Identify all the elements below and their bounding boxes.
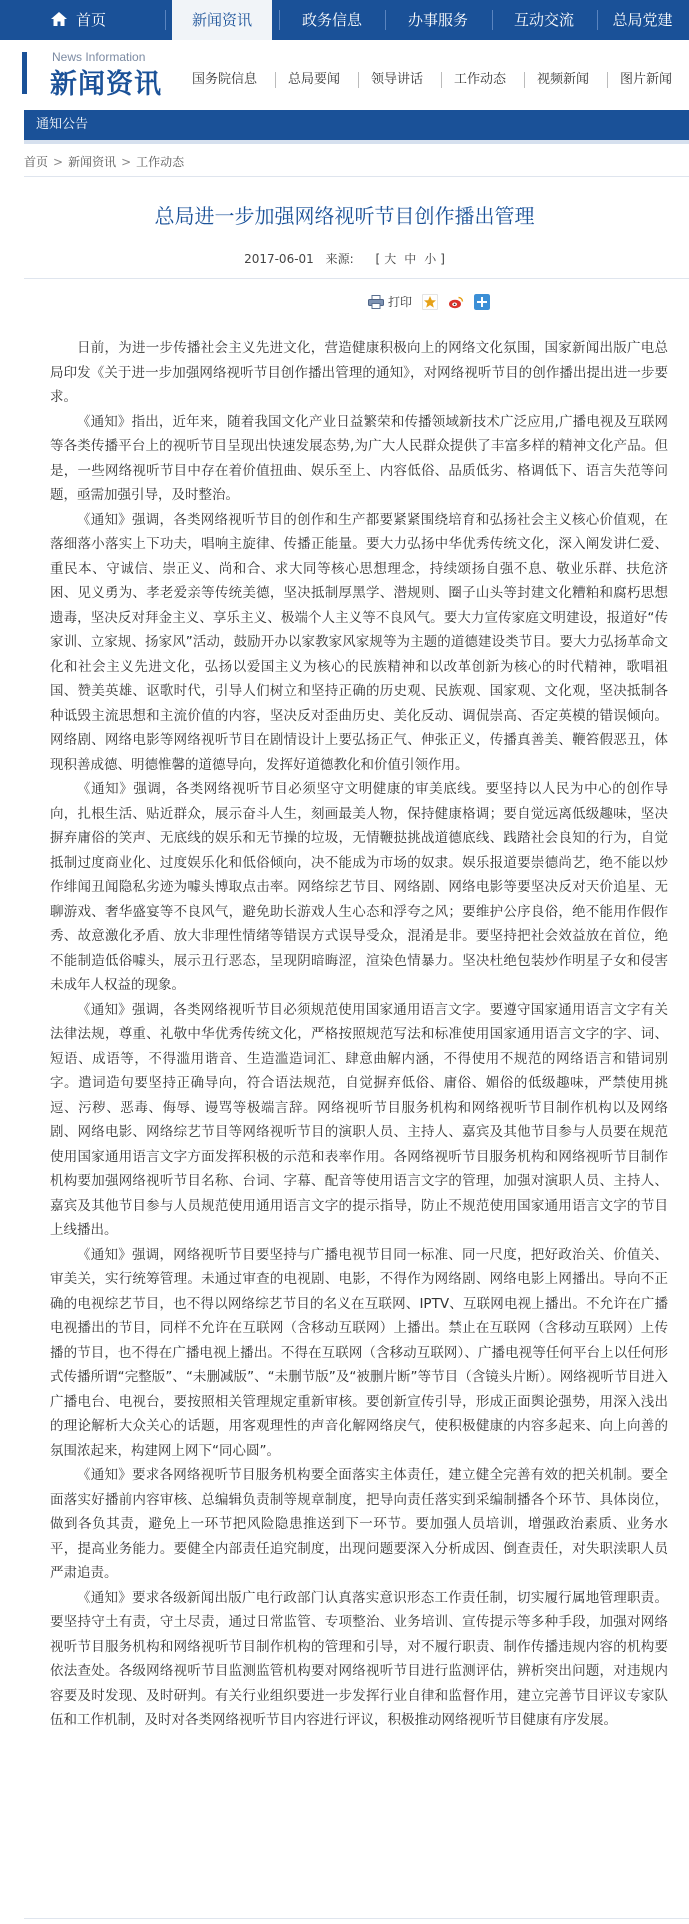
subnav-work-news[interactable]: 工作动态 xyxy=(454,72,507,87)
divider xyxy=(24,1918,689,1919)
top-nav-bar xyxy=(0,0,689,40)
subnav-divider xyxy=(358,72,359,88)
print-label: 打印 xyxy=(388,294,413,309)
article-paragraph: 《通知》要求各网络视听节目服务机构要全面落实主体责任，建立健全完善有效的把关机制。要全面落实好播前内容审核、总编辑负责制等规章制度，把导向责任落实到采编制播各个环节、具体岗位，做到各负其责，避免上一环节把风险隐患推送到下一环节。要加强人员培训，增强政治素质、业务水平，提高业务能力。要健全内部责任追究制度，出现问题要深入分析成因、倒查责任，对失职渎职人员严肃追责。 xyxy=(50,1467,668,1581)
font-size-switcher xyxy=(376,252,445,266)
article-paragraph: 《通知》强调，各类网络视听节目必须规范使用国家通用语言文字。要遵守国家通用语言文字有关法律法规，尊重、礼敬中华优秀传统文化，严格按照规范写法和标准使用国家通用语言文字的字、词、短语、成语等，不得滥用谐音、生造滥造词汇、肆意曲解内涵，不得使用不规范的网络语言和错词别字。遣词造句要坚持正确导向，符合语法规范，自觉摒弃低俗、庸俗、媚俗的低级趣味，严禁使用挑逗、污秽、恶毒、侮辱、谩骂等极端言辞。网络视听节目服务机构和网络视听节目制作机构以及网络剧、网络电影、网络综艺节目等网络视听节目的演职人员、主持人、嘉宾及其他节目参与人员要在规范使用国家通用语言文字方面发挥积极的示范和表率作用。各网络视听节目服务机构和网络视听节目制作机构要加强网络视听节目名称、台词、字幕、配音等使用语言文字的管理，加强对演职人员、主持人、嘉宾及其他节目参与人员规范使用通用语言文字的提示指导，防止不规范使用国家通用语言文字的节目上线播出。 xyxy=(50,1001,668,1238)
share-qzone-icon[interactable] xyxy=(422,294,438,310)
article-title: 总局进一步加强网络视听节目创作播出管理 xyxy=(154,204,535,228)
article-tools xyxy=(368,290,490,312)
subnav-video-news[interactable]: 视频新闻 xyxy=(537,72,590,87)
nav-services[interactable]: 办事服务 xyxy=(407,11,468,29)
subnav-divider xyxy=(441,72,442,88)
print-button[interactable] xyxy=(368,291,412,313)
article-paragraph: 《通知》要求各级新闻出版广电行政部门认真落实意识形态工作责任制，切实履行属地管理职责。要坚持守土有责，守土尽责，通过日常监管、专项整治、业务培训、宣传提示等多种手段，加强对网络视听节目服务机构和网络视听节目制作机构的管理和引导，对不履行职责、制作传播违规内容的机构要依法查处。各级网络视听节目监测监管机构要对网络视听节目进行监测评估，辨析突出问题，对违规内容要及时发现、及时研判。有关行业组织要进一步发挥行业自律和监督作用，建立完善节目评议专家队伍和工作机制，及时对各类网络视听节目内容进行评议，积极推动网络视听节目健康有序发展。 xyxy=(50,1589,668,1728)
font-size-large[interactable]: 大 xyxy=(384,252,397,266)
article-date: 2017-06-01 xyxy=(244,252,314,266)
nav-home[interactable] xyxy=(28,0,128,40)
divider xyxy=(24,176,689,177)
nav-divider xyxy=(385,10,386,30)
printer-icon xyxy=(368,295,384,309)
subnav-divider xyxy=(275,72,276,88)
nav-party-building[interactable]: 总局党建 xyxy=(612,11,673,29)
logo-english: News Information xyxy=(52,50,146,64)
font-size-bracket-open: [ xyxy=(375,252,381,266)
article-paragraph: 日前，为进一步传播社会主义先进文化，营造健康积极向上的网络文化氛围，国家新闻出版广电总局印发《关于进一步加强网络视听节目创作播出管理的通知》，对网络视听节目的创作播出提出进一步要求。 xyxy=(50,340,668,405)
share-more-icon[interactable] xyxy=(474,294,490,310)
nav-home-label: 首页 xyxy=(75,11,106,29)
subnav-divider xyxy=(607,72,608,88)
breadcrumb-work-news[interactable]: 工作动态 xyxy=(136,155,185,169)
nav-divider xyxy=(492,10,493,30)
subnav-divider xyxy=(524,72,525,88)
font-size-small[interactable]: 小 xyxy=(424,252,437,266)
article-paragraph: 《通知》强调，各类网络视听节目必须坚守文明健康的审美底线。要坚持以人民为中心的创作导向，扎根生活、贴近群众，展示奋斗人生，刻画最美人物，保持健康格调；要自觉远离低级趣味，坚决摒弃庸俗的笑声、无底线的娱乐和无节操的垃圾，无情鞭挞挑战道德底线、践踏社会良知的行为，自觉抵制过度商业化、过度娱乐化和低俗倾向，决不能成为市场的奴隶。娱乐报道要崇德尚艺，绝不能以炒作绯闻丑闻隐私劣迹为噱头博取点击率。网络综艺节目、网络剧、网络电影等要坚决反对天价追星、无聊游戏、奢华盛宴等不良风气，避免助长游戏人生心态和浮夸之风；要维护公序良俗，绝不能用作假作秀、故意激化矛盾、放大非理性情绪等错误方式误导受众，混淆是非。要坚持把社会效益放在首位，绝不能制造低俗噱头，展示丑行恶态，呈现阴暗晦涩，渲染色情暴力。坚决杜绝包装炒作明星子女和侵害未成年人权益的现象。 xyxy=(50,781,668,993)
article-body xyxy=(50,336,668,1733)
article-paragraph: 《通知》指出，近年来，随着我国文化产业日益繁荣和传播领域新技术广泛应用,广播电视及互联网等各类传播平台上的视听节目呈现出快速发展态势,为广大人民群众提供了丰富多样的精神文化产品。但是，一些网络视听节目中存在着价值扭曲、娱乐至上、内容低俗、品质低劣、格调低下、语言失范等问题，亟需加强引导，及时整治。 xyxy=(50,413,668,503)
logo-title: 新闻资讯 xyxy=(50,69,162,100)
nav-news[interactable]: 新闻资讯 xyxy=(172,0,272,40)
subnav-state-council[interactable]: 国务院信息 xyxy=(192,72,258,87)
breadcrumb-news[interactable]: 新闻资讯 xyxy=(68,155,117,169)
font-size-bracket-close: ] xyxy=(440,252,445,266)
notice-bar xyxy=(24,110,689,140)
breadcrumb-separator: > xyxy=(121,155,132,169)
breadcrumb-home[interactable]: 首页 xyxy=(24,155,49,169)
divider xyxy=(24,278,689,279)
nav-divider xyxy=(165,10,166,30)
home-icon xyxy=(50,11,68,27)
breadcrumb xyxy=(24,150,184,174)
breadcrumb-separator: > xyxy=(53,155,64,169)
notice-bar-edge xyxy=(24,140,689,144)
notice-bar-label[interactable]: 通知公告 xyxy=(36,117,89,132)
nav-government-info[interactable]: 政务信息 xyxy=(301,11,362,29)
logo-accent-bar xyxy=(22,52,27,94)
nav-interaction[interactable]: 互动交流 xyxy=(513,11,574,29)
subnav-headlines[interactable]: 总局要闻 xyxy=(288,72,341,87)
article-paragraph: 《通知》强调，各类网络视听节目的创作和生产都要紧紧围绕培育和弘扬社会主义核心价值观，在落细落小落实上下功夫，唱响主旋律、传播正能量。要大力弘扬中华优秀传统文化，深入阐发讲仁爱、重民本、守诚信、崇正义、尚和合、求大同等核心思想理念，持续颂扬自强不息、敬业乐群、扶危济困、见义勇为、孝老爱亲等传统美德，坚决抵制厚黑学、潜规则、圈子山头等封建文化糟粕和腐朽思想遗毒，坚决反对拜金主义、享乐主义、极端个人主义等不良风气。要大力宣传家庭文明建设，报道好“传家训、立家规、扬家风”活动，鼓励开办以家教家风家规等为主题的道德建设类节目。要大力弘扬革命文化和社会主义先进文化，弘扬以爱国主义为核心的民族精神和以改革创新为核心的时代精神，歌唱祖国、赞美英雄、讴歌时代，引导人们树立和坚持正确的历史观、民族观、国家观、文化观，坚决抵制各种诋毁主流思想和主流价值的内容，坚决反对歪曲历史、美化反动、调侃崇高、否定英模的错误倾向。网络剧、网络电影等网络视听节目在剧情设计上要弘扬正气、伸张正义，传播真善美、鞭笞假恶丑，体现积善成德、明德惟馨的道德导向，发挥好道德教化和价值引领作用。 xyxy=(50,511,668,773)
article-source-label: 来源: xyxy=(325,252,354,266)
article-meta xyxy=(0,250,689,267)
font-size-medium[interactable]: 中 xyxy=(404,252,417,266)
share-weibo-icon[interactable] xyxy=(448,294,464,310)
nav-divider xyxy=(279,10,280,30)
article-paragraph: 《通知》强调，网络视听节目要坚持与广播电视节目同一标准、同一尺度，把好政治关、价值关、审美关，实行统筹管理。未通过审查的电视剧、电影，不得作为网络剧、网络电影上网播出。导向不正确的电视综艺节目，也不得以网络综艺节目的名义在互联网、IPTV、互联网电视上播出。不允许在广播电视播出的节目，同样不允许在互联网（含移动互联网）上播出。禁止在互联网（含移动互联网）上传播的节目，也不得在广播电视上播出。不得在互联网（含移动互联网）、广播电视等任何平台上以任何形式传播所谓“完整版”、“未删减版”、“未删节版”及“被删片断”等节目（含镜头片断）。网络视听节目进入广播电台、电视台，要按照相关管理规定重新审核。要创新宣传引导，形成正面舆论强势，用深入浅出的理论解析大众关心的话题，用客观理性的声音化解网络戾气，使积极健康的内容多起来、向上向善的氛围浓起来，构建网上网下“同心圆”。 xyxy=(50,1246,668,1459)
subnav-speeches[interactable]: 领导讲话 xyxy=(371,72,424,87)
subnav-photo-news[interactable]: 图片新闻 xyxy=(620,72,673,87)
